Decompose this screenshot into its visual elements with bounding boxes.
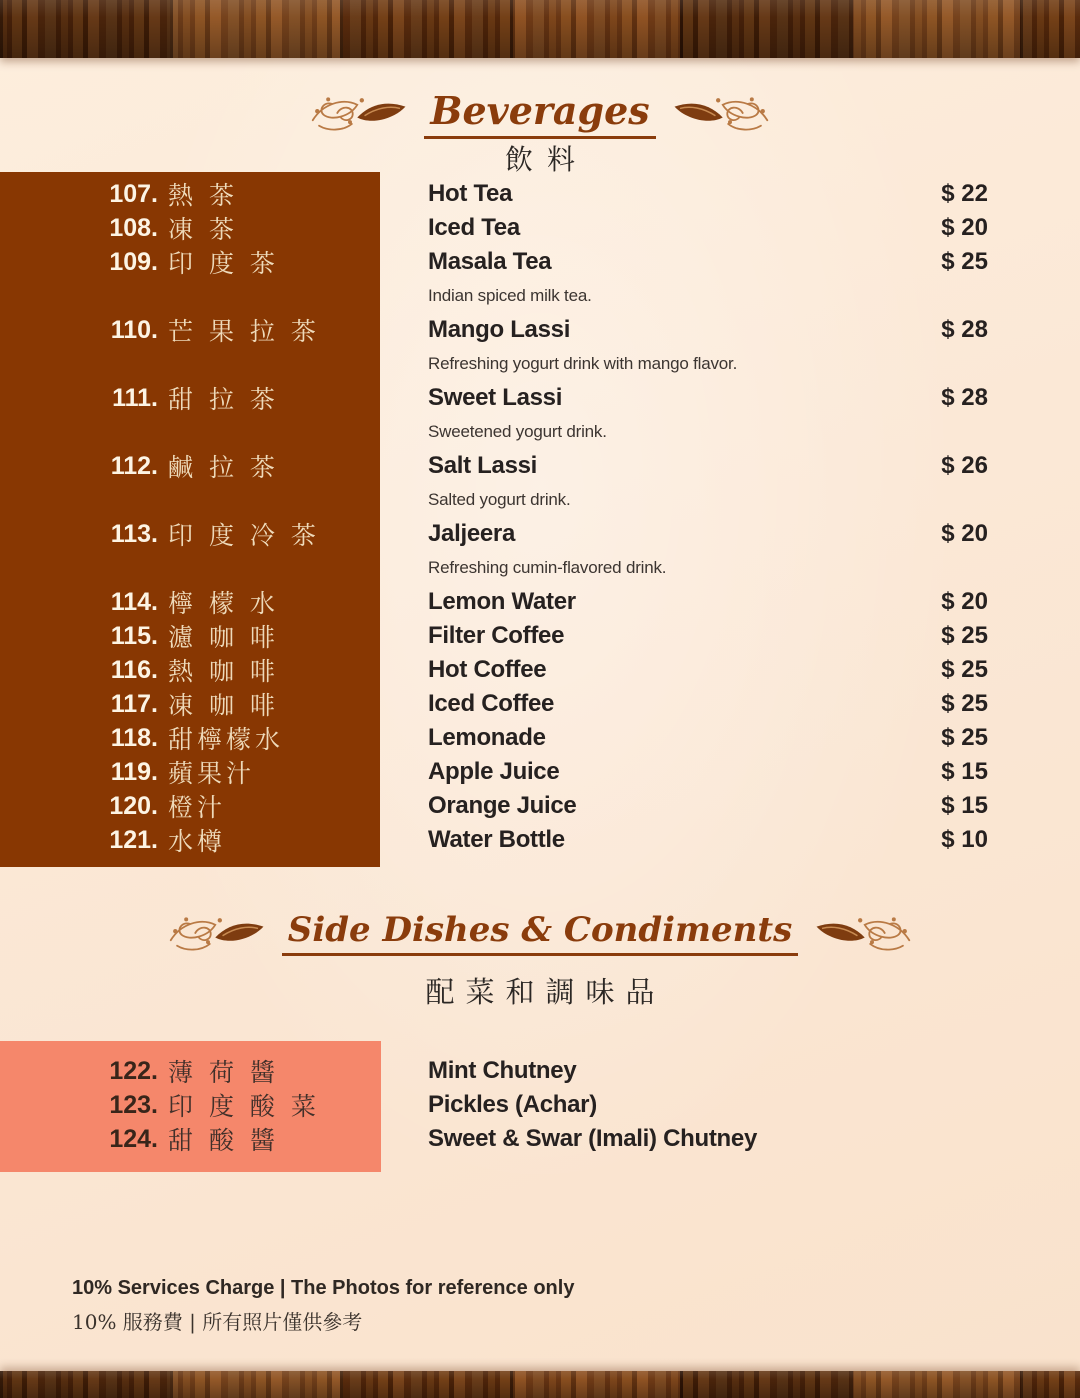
item-description: Refreshing cumin-flavored drink. bbox=[428, 558, 667, 577]
item-number: 120. bbox=[109, 791, 158, 820]
menu-item-row bbox=[0, 313, 1080, 381]
menu-item-row bbox=[0, 585, 1080, 619]
item-english-cell bbox=[380, 721, 848, 755]
side-dishes-list bbox=[0, 1041, 1080, 1156]
item-price: $ 22 bbox=[941, 180, 988, 207]
menu-item-row bbox=[0, 517, 1080, 585]
item-description: Sweetened yogurt drink. bbox=[428, 422, 607, 441]
menu-item-row bbox=[0, 653, 1080, 687]
item-name-chinese: 甜檸檬水 bbox=[168, 725, 285, 754]
item-name-chinese: 檸 檬 水 bbox=[168, 589, 279, 618]
item-name-chinese: 橙汁 bbox=[168, 793, 227, 822]
item-price: $ 28 bbox=[941, 384, 988, 411]
side-dishes-subtitle-chinese: 配菜和調味品 bbox=[425, 975, 666, 1009]
item-price: $ 20 bbox=[941, 588, 988, 615]
item-name: Lemon Water bbox=[428, 588, 576, 615]
menu-item-row bbox=[0, 245, 1080, 313]
item-name-chinese: 鹹 拉 茶 bbox=[168, 453, 279, 482]
item-number: 111. bbox=[112, 383, 158, 412]
item-name-chinese: 熱 咖 啡 bbox=[168, 657, 279, 686]
item-name: Hot Coffee bbox=[428, 656, 547, 683]
item-price: $ 28 bbox=[941, 316, 988, 343]
item-name: Masala Tea bbox=[428, 248, 552, 275]
item-price: $ 15 bbox=[941, 792, 988, 819]
item-name-chinese: 水樽 bbox=[168, 827, 227, 856]
item-name-chinese: 凍 茶 bbox=[168, 215, 238, 244]
item-name-chinese: 蘋果汁 bbox=[168, 759, 256, 788]
item-name-chinese: 甜 拉 茶 bbox=[168, 385, 279, 414]
item-name: Water Bottle bbox=[428, 826, 565, 853]
flourish-right-icon bbox=[812, 909, 912, 957]
menu-item-row bbox=[0, 1054, 1080, 1088]
item-price: $ 15 bbox=[941, 758, 988, 785]
item-description: Salted yogurt drink. bbox=[428, 490, 571, 509]
menu-item-row bbox=[0, 721, 1080, 755]
side-dishes-header bbox=[0, 904, 1080, 962]
item-price: $ 26 bbox=[941, 452, 988, 479]
item-number: 118. bbox=[110, 723, 158, 752]
menu-item-row bbox=[0, 381, 1080, 449]
item-name-chinese: 印 度 茶 bbox=[168, 249, 279, 278]
wood-border-top bbox=[0, 0, 1080, 58]
item-number: 114. bbox=[110, 587, 158, 616]
item-number: 121. bbox=[109, 825, 158, 854]
item-name: Hot Tea bbox=[428, 180, 513, 207]
item-name: Jaljeera bbox=[428, 520, 516, 547]
item-english-cell bbox=[380, 619, 848, 653]
menu-item-row bbox=[0, 177, 1080, 211]
wood-border-bottom bbox=[0, 1371, 1080, 1398]
flourish-left-icon bbox=[310, 89, 410, 137]
beverages-list bbox=[0, 172, 1080, 857]
menu-item-row bbox=[0, 823, 1080, 857]
item-name-chinese: 熱 茶 bbox=[168, 181, 238, 210]
item-price: $ 25 bbox=[941, 622, 988, 649]
item-name: Iced Tea bbox=[428, 214, 520, 241]
item-name: Sweet & Swar (Imali) Chutney bbox=[428, 1125, 758, 1152]
menu-item-row bbox=[0, 619, 1080, 653]
item-number: 124. bbox=[109, 1124, 158, 1153]
item-name-chinese: 凍 咖 啡 bbox=[168, 691, 279, 720]
item-name: Filter Coffee bbox=[428, 622, 565, 649]
footer bbox=[72, 1272, 574, 1336]
item-name-chinese: 甜 酸 醬 bbox=[168, 1126, 279, 1155]
item-english-cell bbox=[380, 653, 848, 687]
menu-item-row bbox=[0, 1088, 1080, 1122]
flourish-left-icon bbox=[168, 909, 268, 957]
footer-line-chinese: 10% 服務費 | 所有照片僅供參考 bbox=[72, 1309, 363, 1334]
flourish-right-icon bbox=[670, 89, 770, 137]
item-number: 119. bbox=[110, 757, 158, 786]
menu-item-row bbox=[0, 211, 1080, 245]
item-number: 107. bbox=[109, 179, 158, 208]
item-name: Sweet Lassi bbox=[428, 384, 563, 411]
item-english-cell bbox=[380, 823, 848, 857]
item-name: Orange Juice bbox=[428, 792, 577, 819]
item-english-cell bbox=[380, 211, 848, 245]
item-english-cell bbox=[380, 449, 848, 517]
side-dishes-title: Side Dishes & Condiments bbox=[282, 910, 798, 956]
item-english-cell bbox=[380, 687, 848, 721]
item-number: 112. bbox=[110, 451, 158, 480]
item-name-chinese: 濾 咖 啡 bbox=[168, 623, 279, 652]
menu-item-row bbox=[0, 687, 1080, 721]
item-price: $ 25 bbox=[941, 690, 988, 717]
item-number: 109. bbox=[109, 247, 158, 276]
item-number: 116. bbox=[110, 655, 158, 684]
item-number: 110. bbox=[110, 315, 158, 344]
item-name-chinese: 芒 果 拉 茶 bbox=[168, 317, 320, 346]
item-name-chinese: 印 度 酸 菜 bbox=[168, 1092, 320, 1121]
item-english-cell bbox=[380, 1088, 980, 1122]
item-name: Lemonade bbox=[428, 724, 546, 751]
menu-item-row bbox=[0, 1122, 1080, 1156]
item-number: 117. bbox=[110, 689, 158, 718]
item-number: 108. bbox=[109, 213, 158, 242]
item-english-cell bbox=[380, 313, 848, 381]
item-english-cell bbox=[380, 789, 848, 823]
item-name: Mango Lassi bbox=[428, 316, 571, 343]
item-name: Pickles (Achar) bbox=[428, 1091, 597, 1118]
item-price: $ 25 bbox=[941, 656, 988, 683]
item-english-cell bbox=[380, 755, 848, 789]
item-english-cell bbox=[380, 177, 848, 211]
item-price: $ 25 bbox=[941, 248, 988, 275]
menu-item-row bbox=[0, 449, 1080, 517]
item-price: $ 25 bbox=[941, 724, 988, 751]
item-price: $ 20 bbox=[941, 520, 988, 547]
item-number: 113. bbox=[110, 519, 158, 548]
item-english-cell bbox=[380, 245, 848, 313]
item-description: Indian spiced milk tea. bbox=[428, 286, 592, 305]
item-number: 122. bbox=[109, 1056, 158, 1085]
beverages-subtitle-chinese: 飲料 bbox=[504, 143, 589, 176]
item-number: 115. bbox=[110, 621, 158, 650]
item-english-cell bbox=[380, 1054, 980, 1088]
item-name-chinese: 薄 荷 醬 bbox=[168, 1058, 279, 1087]
item-english-cell bbox=[380, 585, 848, 619]
menu-item-row bbox=[0, 789, 1080, 823]
beverages-header bbox=[0, 84, 1080, 142]
item-english-cell bbox=[380, 517, 848, 585]
item-name-chinese: 印 度 冷 茶 bbox=[168, 521, 320, 550]
item-description: Refreshing yogurt drink with mango flavor. bbox=[428, 354, 738, 373]
item-name: Apple Juice bbox=[428, 758, 560, 785]
item-price: $ 10 bbox=[941, 826, 988, 853]
item-name: Mint Chutney bbox=[428, 1057, 577, 1084]
menu-item-row bbox=[0, 755, 1080, 789]
item-name: Iced Coffee bbox=[428, 690, 555, 717]
item-price: $ 20 bbox=[941, 214, 988, 241]
item-number: 123. bbox=[109, 1090, 158, 1119]
beverages-title: Beverages bbox=[424, 88, 655, 139]
item-name: Salt Lassi bbox=[428, 452, 538, 479]
footer-line-english: 10% Services Charge | The Photos for reference only bbox=[72, 1276, 575, 1299]
item-english-cell bbox=[380, 381, 848, 449]
item-english-cell bbox=[380, 1122, 980, 1156]
